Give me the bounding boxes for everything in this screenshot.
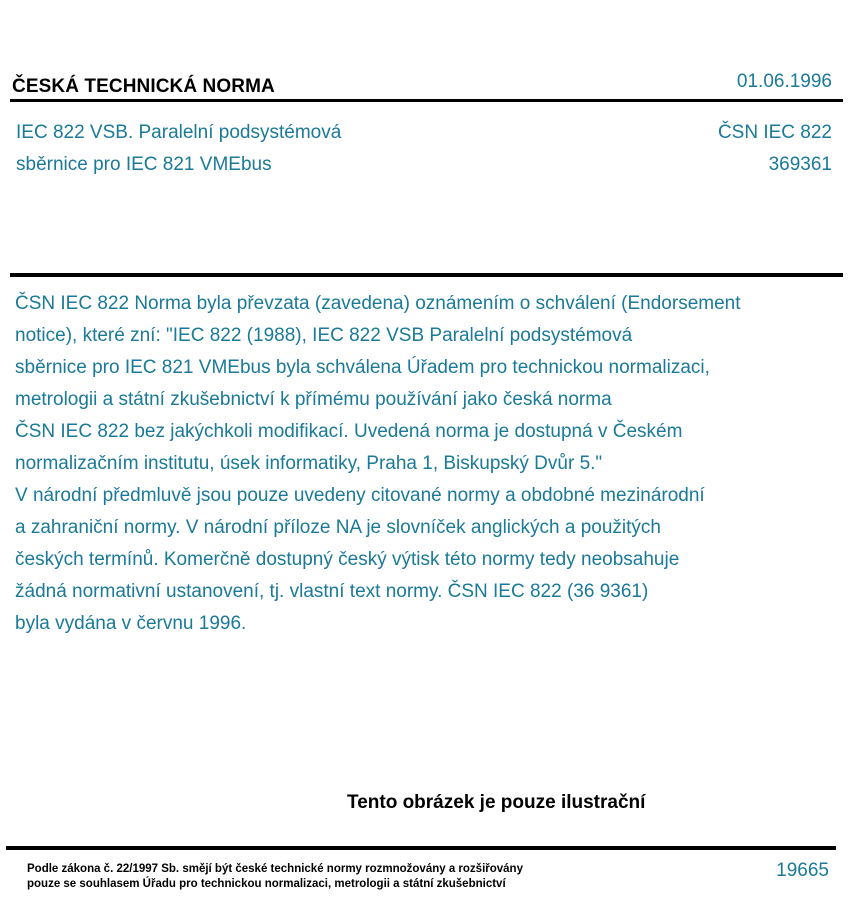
body-line: ČSN IEC 822 Norma byla převzata (zavedena) oznámením o schválení (Endorsement	[15, 293, 741, 314]
document-number: 19665	[776, 860, 829, 881]
body-line: ČSN IEC 822 bez jakýchkoli modifikací. Uvedená norma je dostupná v Českém	[15, 421, 683, 442]
endorsement-notice	[15, 288, 845, 640]
section-divider	[10, 273, 843, 277]
standard-title-line: IEC 822 VSB. Paralelní podsystémová	[16, 122, 342, 143]
body-line: sběrnice pro IEC 821 VMEbus byla schválena Úřadem pro technickou normalizaci,	[15, 357, 710, 378]
standard-code: ČSN IEC 822	[717, 122, 832, 143]
standard-number: 369361	[768, 154, 832, 175]
body-line: českých termínů. Komerčně dostupný český výtisk této normy tedy neobsahuje	[15, 549, 680, 570]
illustration-notice: Tento obrázek je pouze ilustrační	[347, 792, 646, 813]
body-line: normalizačním institutu, úsek informatiky, Praha 1, Biskupský Dvůr 5."	[15, 453, 603, 474]
header-divider	[10, 99, 843, 102]
copyright-notice	[27, 862, 523, 892]
body-line: byla vydána v červnu 1996.	[15, 613, 247, 634]
body-line: notice), které zní: "IEC 822 (1988), IEC 822 VSB Paralelní podsystémová	[15, 325, 633, 346]
body-line: metrologii a státní zkušebnictví k přímému používání jako česká norma	[15, 389, 612, 410]
standard-title	[16, 117, 341, 181]
standard-identifier	[718, 117, 832, 181]
body-line: V národní předmluvě jsou pouze uvedeny citované normy a obdobné mezinárodní	[15, 485, 705, 506]
document-header-title: ČESKÁ TECHNICKÁ NORMA	[12, 76, 275, 97]
copyright-line: pouze se souhlasem Úřadu pro technickou normalizaci, metrologii a státní zkušebnictví	[27, 878, 506, 890]
copyright-line: Podle zákona č. 22/1997 Sb. smějí být české technické normy rozmnožovány a rozšiřovány	[27, 863, 523, 875]
body-line: a zahraniční normy. V národní příloze NA je slovníček anglických a použitých	[15, 517, 661, 538]
standard-title-line: sběrnice pro IEC 821 VMEbus	[16, 154, 272, 175]
footer-divider	[6, 846, 836, 850]
publication-date: 01.06.1996	[736, 71, 832, 92]
body-line: žádná normativní ustanovení, tj. vlastní text normy. ČSN IEC 822 (36 9361)	[15, 581, 649, 602]
